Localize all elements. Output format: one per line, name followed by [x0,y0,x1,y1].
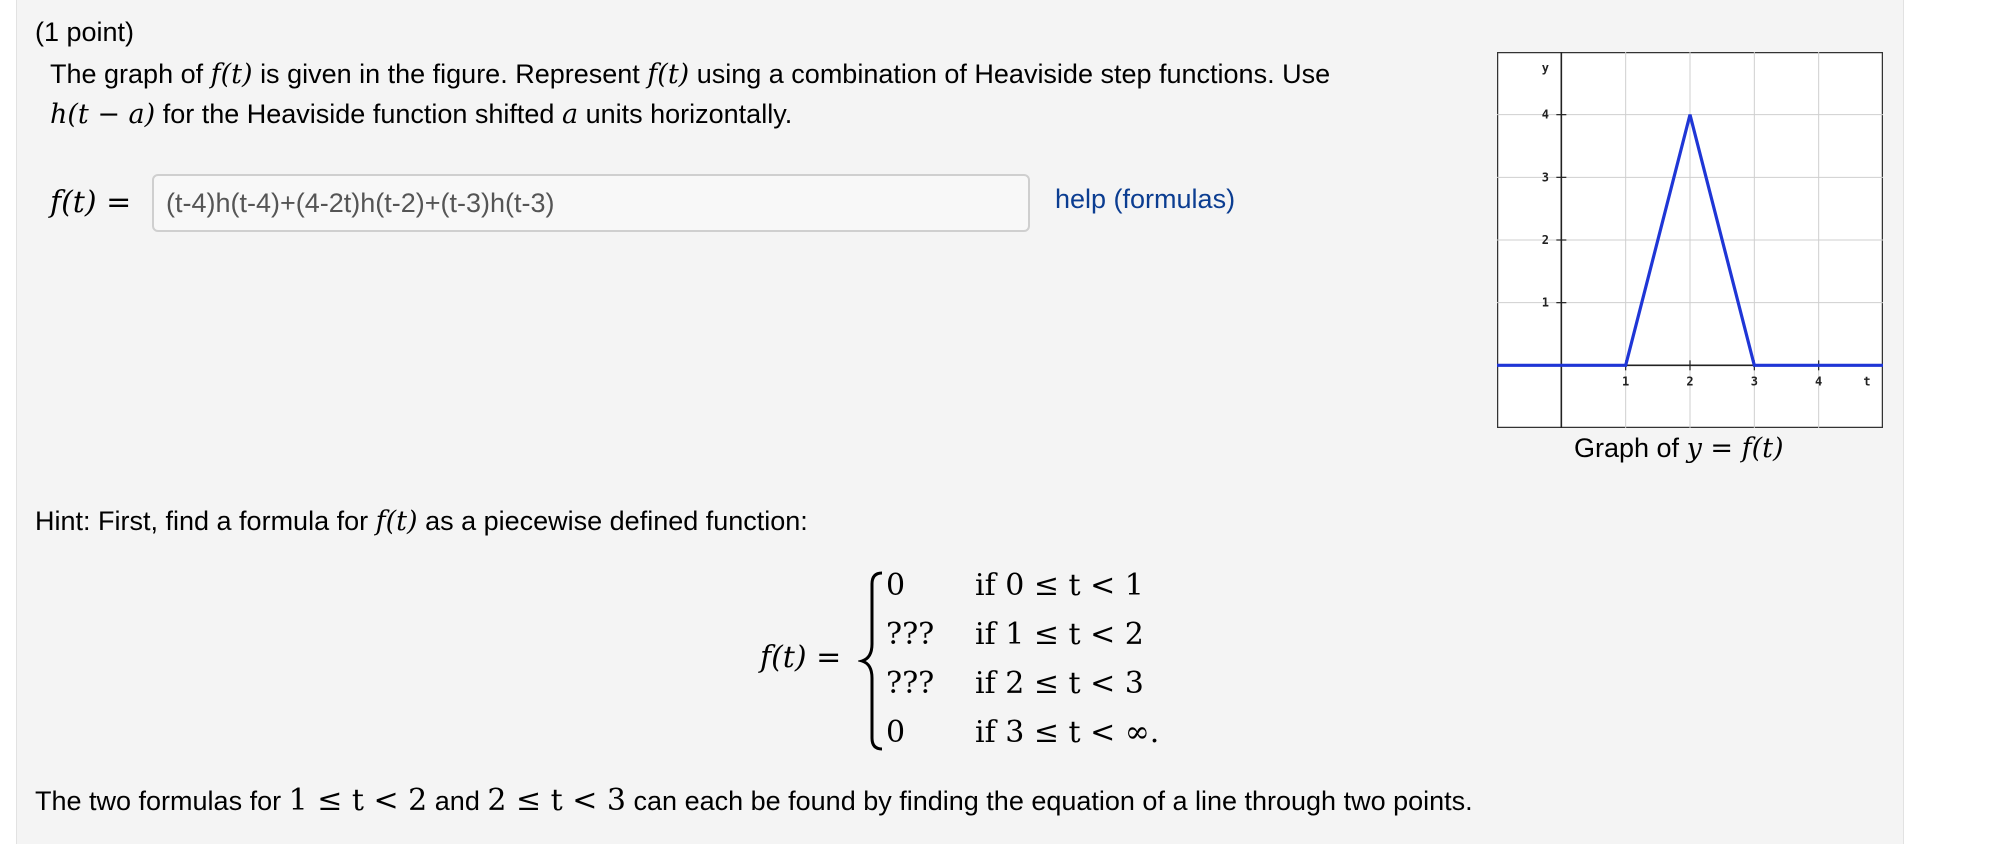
y-tick-label: 4 [1541,107,1549,122]
case-condition: if 1 ≤ t < 2 [975,617,1144,652]
graph-svg [1497,52,1883,428]
case-condition: if 3 ≤ t < ∞. [975,715,1160,750]
statement-f: f(t) [210,59,253,90]
statement-f-2: f(t) [647,59,690,90]
x-tick-label: 1 [1622,374,1630,389]
graph-caption-math: y = f(t) [1686,433,1784,464]
graph-caption-text: Graph of [1574,433,1680,463]
case-row [886,715,905,750]
case-condition: if 2 ≤ t < 3 [975,666,1144,701]
x-tick-label: 4 [1815,374,1823,389]
hint-text-a: Hint: First, find a formula for [35,506,369,536]
help-formulas-link[interactable]: help (formulas) [1055,184,1236,214]
statement-text-a: The graph of [50,59,204,89]
hint-f: f(t) [375,506,418,537]
heaviside-expression: h(t − a) [50,99,156,130]
piecewise-label: f(t) = [760,640,842,675]
points-label: (1 point) [35,17,135,47]
x-tick-label: 3 [1750,374,1758,389]
graph-caption [1574,433,1784,464]
case-row [886,568,905,603]
case-expr: ??? [886,617,935,652]
y-tick-label: 1 [1541,295,1549,310]
x-axis-label: t [1863,374,1871,389]
left-brace [858,570,888,752]
case-expr: 0 [886,715,906,750]
statement-text-b: is given in the figure. Represent [260,59,640,89]
case-condition: if 0 ≤ t < 1 [975,568,1144,603]
hint-footer [35,784,1473,818]
problem-statement-line2 [50,97,792,132]
answer-input[interactable]: (t-4)h(t-4)+(4-2t)h(t-2)+(t-3)h(t-3) [152,174,1030,232]
y-tick-label: 2 [1541,233,1549,247]
case-row [886,666,934,701]
x-tick-label: 2 [1686,374,1694,389]
y-axis-label: y [1541,61,1549,75]
y-tick-label: 3 [1541,170,1549,185]
function-graph [1497,52,1883,428]
problem-statement-line1 [50,57,1330,92]
footer-interval-2: 2 ≤ t < 3 [487,783,627,818]
hint-intro [35,504,808,539]
footer-text-b: and [434,786,480,816]
footer-text-a: The two formulas for [35,786,282,816]
footer-interval-1: 1 ≤ t < 2 [288,783,428,818]
case-expr: ??? [886,666,935,701]
shift-variable: a [561,99,579,130]
statement-text-d: for the Heaviside function shifted [162,99,555,129]
hint-text-b: as a piecewise defined function: [425,506,808,536]
case-expr: 0 [886,568,906,603]
case-row [886,617,934,652]
answer-label: f(t) = [50,185,132,220]
statement-text-e: units horizontally. [585,99,793,129]
footer-text-c: can each be found by finding the equation of a line through two points. [633,786,1473,816]
statement-text-c: using a combination of Heaviside step functions. Use [696,59,1331,89]
